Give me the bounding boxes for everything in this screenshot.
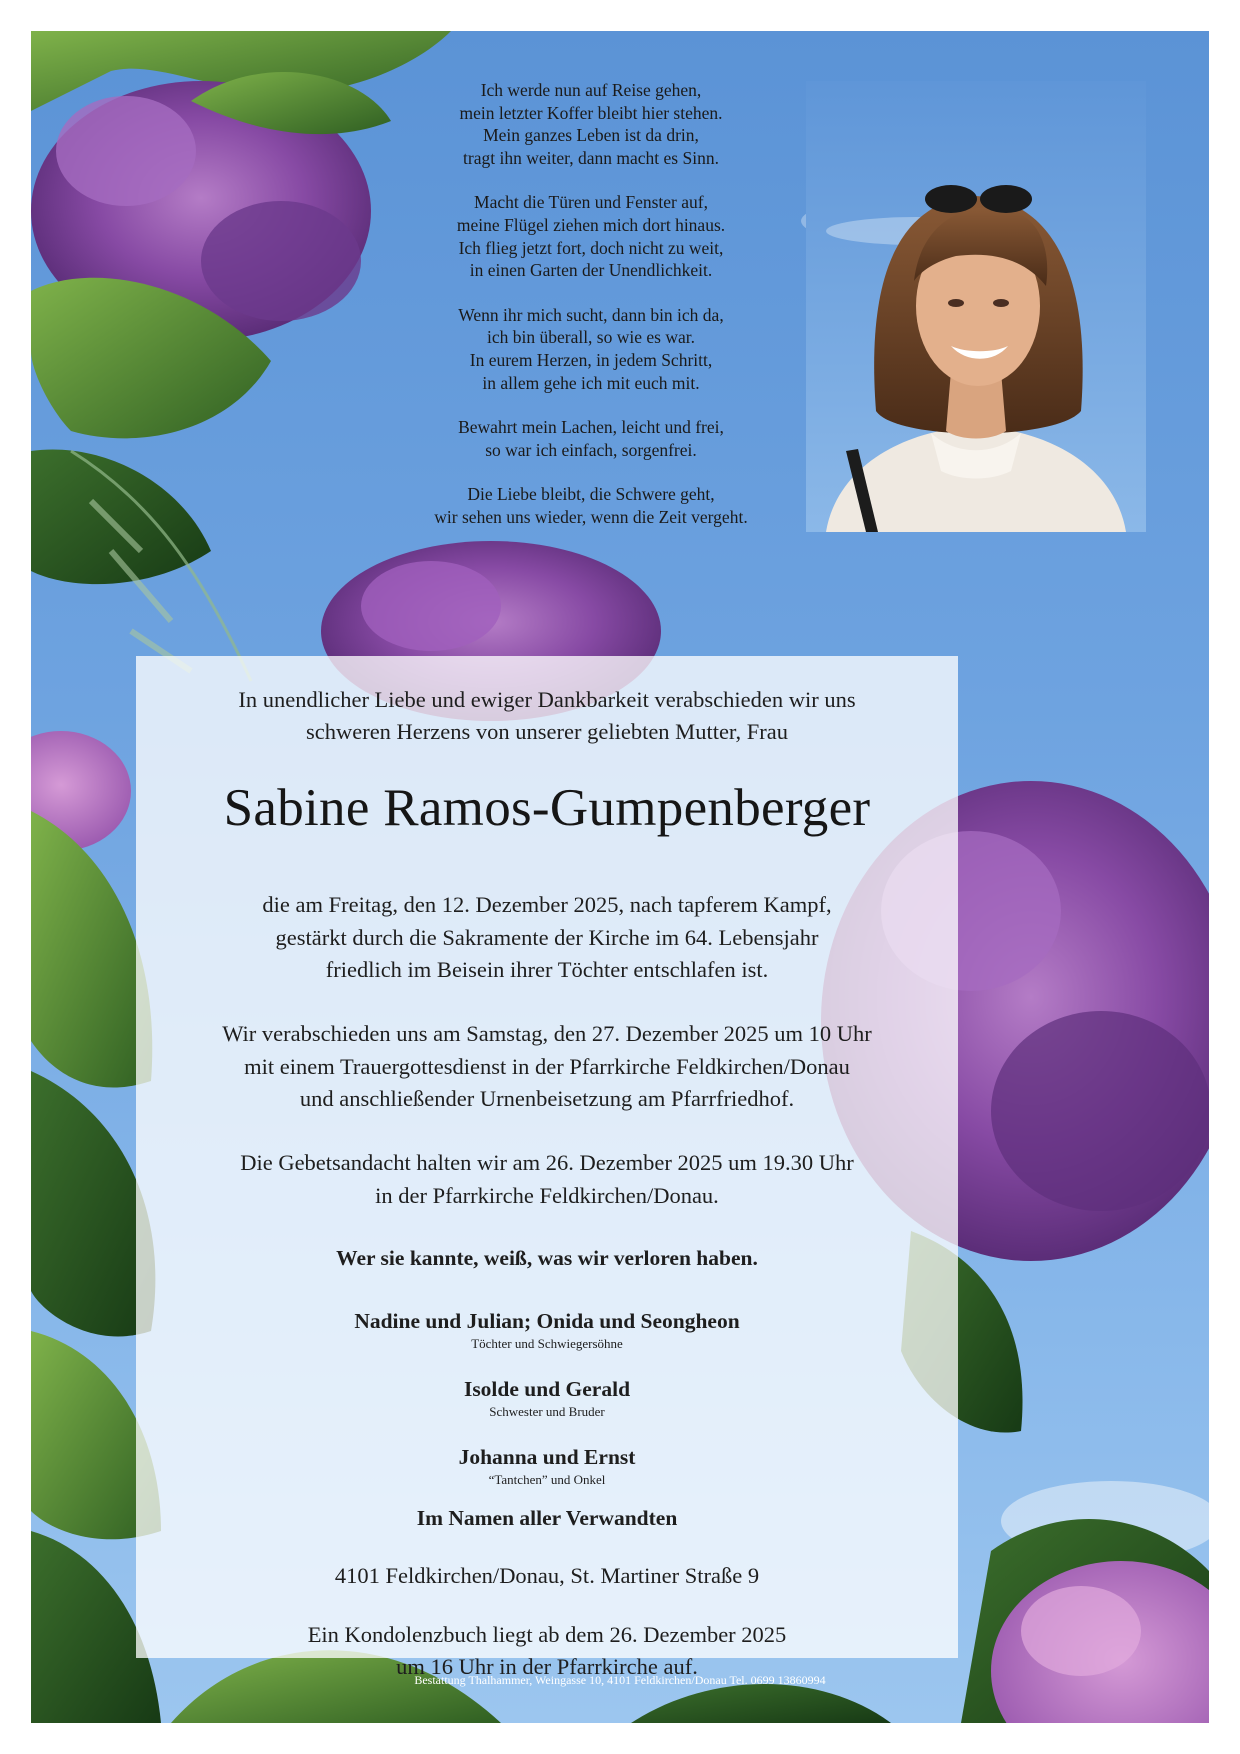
poem-line: Bewahrt mein Lachen, leicht und frei,: [458, 417, 724, 438]
poem-line: tragt ihn weiter, dann macht es Sinn.: [463, 147, 719, 168]
mourner-group: [136, 1308, 958, 1354]
poem-line: in allem gehe ich mit euch mit.: [482, 372, 700, 393]
intro-line: In unendlicher Liebe und ewiger Dankbarkeit verabschieden wir uns: [238, 687, 856, 712]
intro-line: schweren Herzens von unserer geliebten Mutter, Frau: [305, 719, 789, 744]
poem-line: Die Liebe bleibt, die Schwere geht,: [467, 484, 715, 505]
funeral-home-footer: Bestattung Thalhammer, Weingasse 10, 4101 Feldkirchen/Donau Tel. 0699 13860994: [414, 1673, 826, 1687]
mourner-names: Johanna und Ernst: [458, 1445, 636, 1469]
prayer-line: Die Gebetsandacht halten wir am 26. Dezember 2025 um 19.30 Uhr: [240, 1150, 854, 1175]
mourner-relation: Töchter und Schwiegersöhne: [471, 1336, 623, 1351]
poem-line: meine Flügel ziehen mich dort hinaus.: [456, 214, 726, 235]
motto: Wer sie kannte, weiß, was wir verloren haben.: [336, 1246, 758, 1270]
mourner-names: Nadine und Julian; Onida und Seongheon: [354, 1309, 740, 1333]
portrait-photo: [806, 81, 1146, 532]
condolence-line: Ein Kondolenzbuch liegt ab dem 26. Dezember 2025: [307, 1622, 787, 1647]
poem-line: in einen Garten der Unendlichkeit.: [469, 260, 713, 281]
funeral-line: mit einem Trauergottesdienst in der Pfarrkirche Feldkirchen/Donau: [244, 1053, 850, 1079]
mourner-names: Isolde und Gerald: [463, 1377, 631, 1401]
mourner-group: [136, 1444, 958, 1490]
poem-line: ich bin überall, so wie es war.: [486, 327, 695, 348]
poem-stanza: [361, 304, 821, 394]
all-relatives: Im Namen aller Verwandten: [416, 1506, 678, 1530]
poem-line: In eurem Herzen, in jedem Schritt,: [469, 349, 713, 370]
prayer-line: in der Pfarrkirche Feldkirchen/Donau.: [375, 1182, 719, 1208]
funeral-notice: [136, 1018, 958, 1116]
death-line: friedlich im Beisein ihrer Töchter entschlafen ist.: [325, 957, 769, 982]
mourner-group: [136, 1376, 958, 1422]
poem-line: Ich werde nun auf Reise gehen,: [480, 80, 702, 100]
prayer-notice: [136, 1147, 958, 1212]
condolence-line: um 16 Uhr in der Pfarrkirche auf.: [396, 1654, 698, 1679]
death-line: die am Freitag, den 12. Dezember 2025, nach tapferem Kampf,: [262, 892, 832, 917]
poem-stanza: [361, 191, 821, 281]
poem-line: Wenn ihr mich sucht, dann bin ich da,: [458, 304, 724, 325]
poem-line: so war ich einfach, sorgenfrei.: [485, 439, 697, 460]
intro-text: [136, 684, 958, 748]
poem-line: mein letzter Koffer bleibt hier stehen.: [459, 102, 723, 123]
address: 4101 Feldkirchen/Donau, St. Martiner Straße 9: [334, 1563, 760, 1588]
poem-line: Mein ganzes Leben ist da drin,: [483, 125, 699, 146]
poem-stanza: [361, 416, 821, 461]
funeral-line: Wir verabschieden uns am Samstag, den 27. Dezember 2025 um 10 Uhr: [222, 1021, 872, 1046]
poem-line: Ich flieg jetzt fort, doch nicht zu weit,: [458, 237, 724, 258]
funeral-line: und anschließender Urnenbeisetzung am Pfarrfriedhof.: [299, 1086, 795, 1111]
obituary-panel: [136, 656, 958, 1679]
poem-stanza: [361, 79, 821, 169]
mourner-relation: Schwester und Bruder: [489, 1404, 605, 1419]
obituary-sheet: [31, 31, 1209, 1723]
mourner-relation: “Tantchen” und Onkel: [488, 1472, 606, 1487]
poem-line: wir sehen uns wieder, wenn die Zeit vergeht.: [434, 506, 748, 527]
poem-line: Macht die Türen und Fenster auf,: [474, 192, 708, 213]
poem: [361, 79, 821, 551]
death-line: gestärkt durch die Sakramente der Kirche im 64. Lebensjahr: [275, 924, 819, 950]
deceased-name: Sabine Ramos-Gumpenberger: [223, 779, 871, 837]
death-notice: [136, 889, 958, 987]
poem-stanza: [361, 483, 821, 528]
